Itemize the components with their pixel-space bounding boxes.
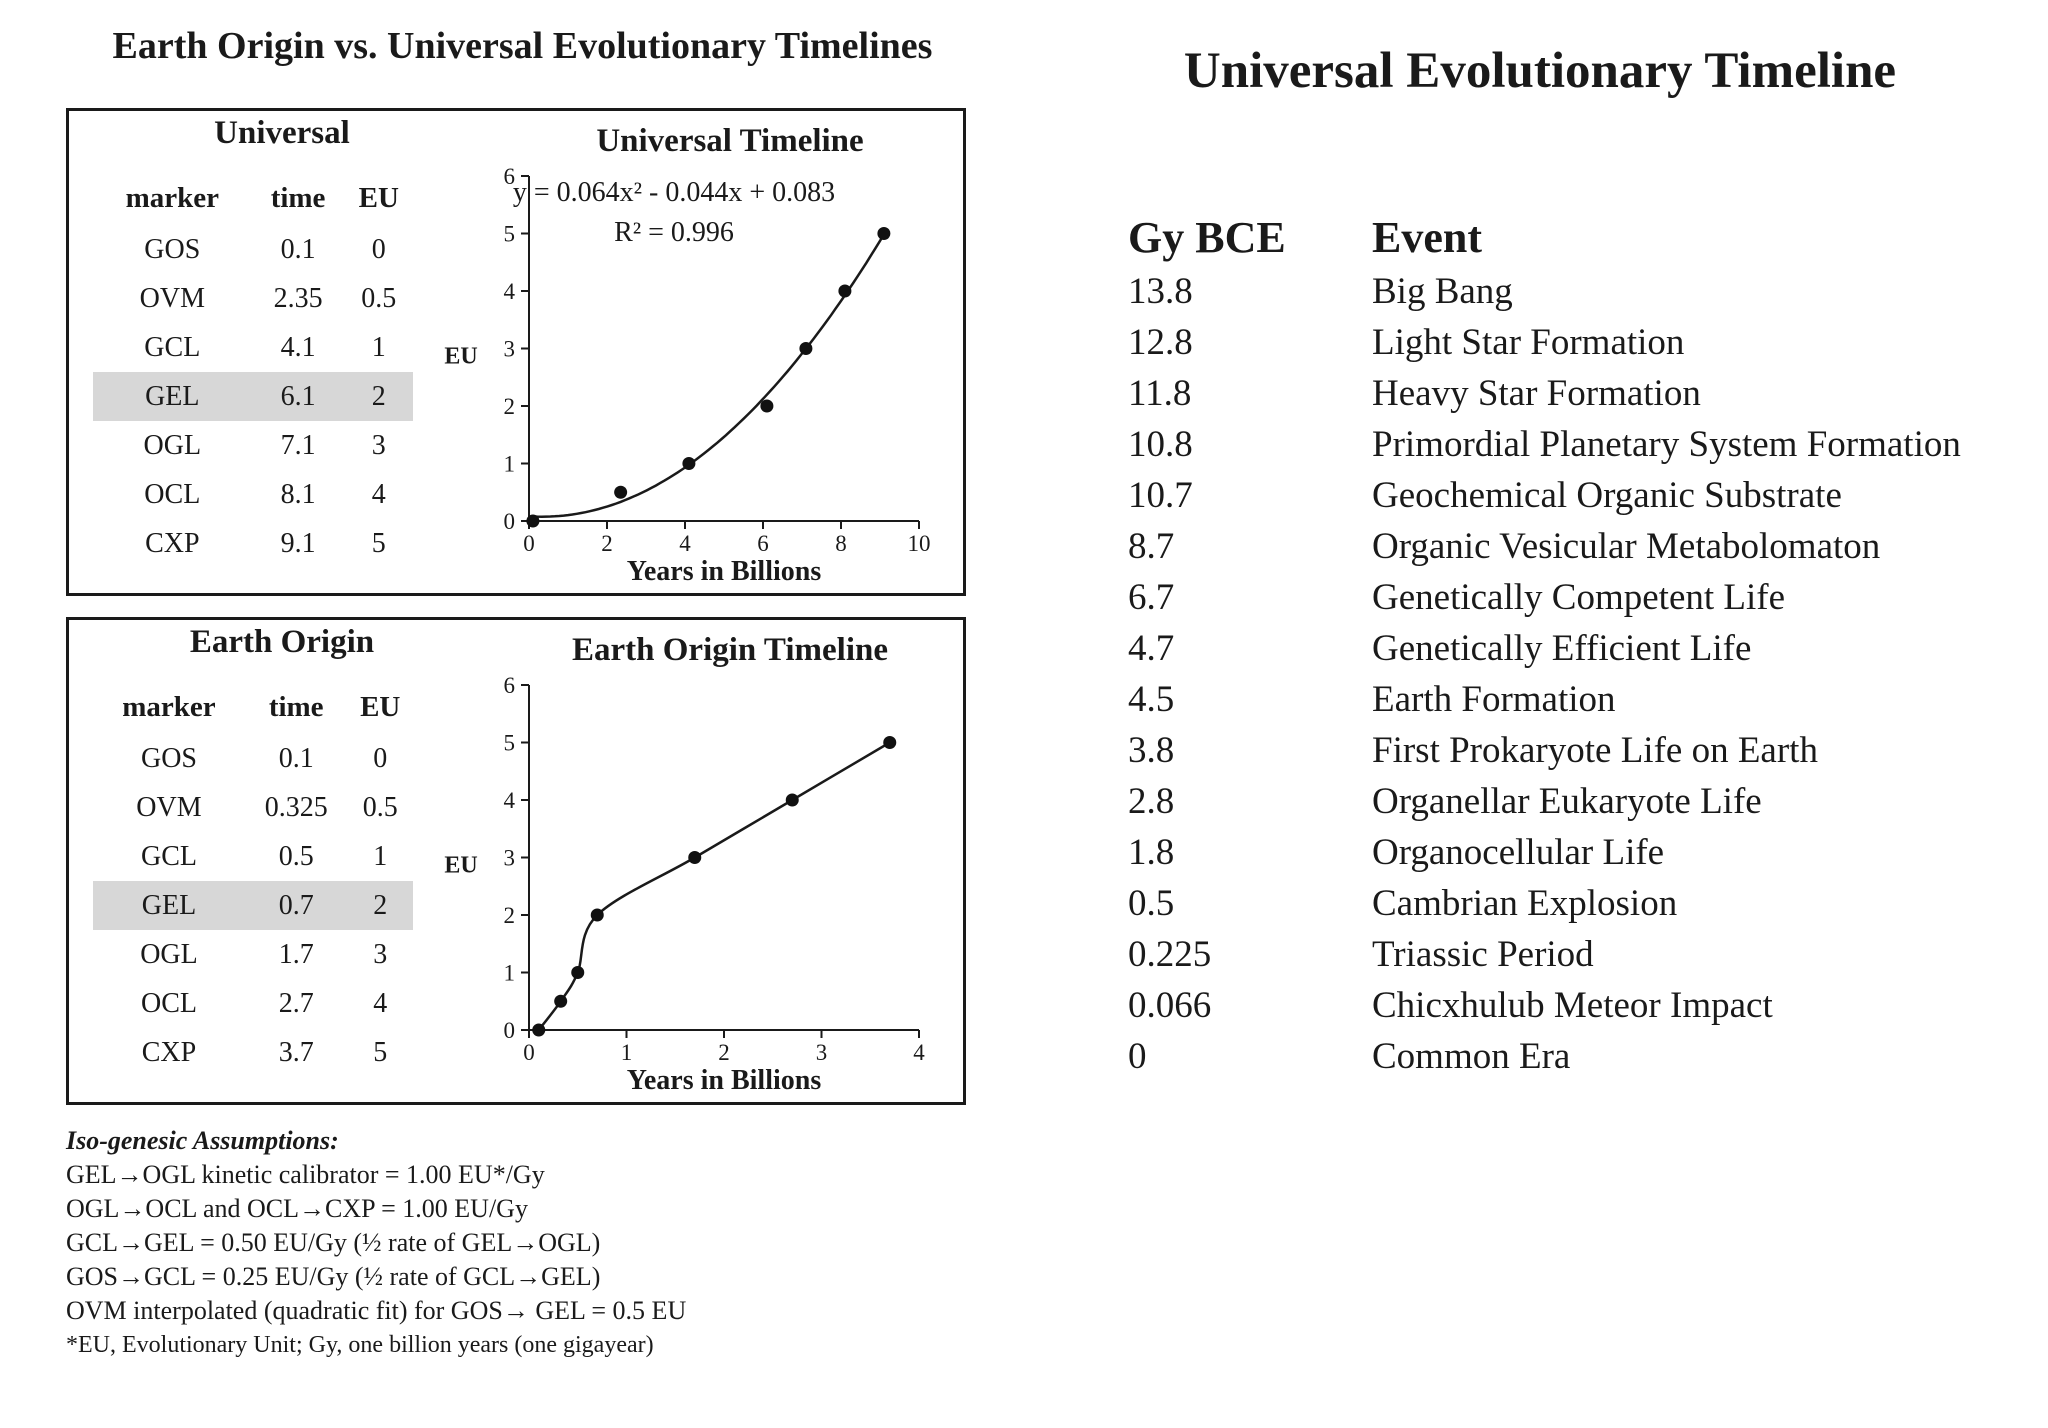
event-row [1128,827,1961,878]
event-name-cell: Big Bang [1372,271,1513,312]
marker-cell: GOS [144,233,201,265]
y-axis-label: EU [444,343,478,370]
event-name-cell: Primordial Planetary System Formation [1372,424,1961,465]
time-cell: 0.7 [245,881,347,930]
event-name-cell: Common Era [1372,1036,1571,1077]
earth-origin-chart [69,620,963,1102]
event-row [1128,572,1961,623]
event-name-cell: Organic Vesicular Metabolomaton [1372,526,1881,567]
event-gy-cell: 13.8 [1128,271,1193,312]
eu-cell: 5 [373,1036,388,1068]
marker-cell: CXP [141,1036,197,1068]
y-axis-label: EU [444,852,478,879]
marker-cell: OCL [140,987,197,1019]
col-marker: marker [122,690,216,723]
eu-cell: 3 [371,429,386,461]
data-point [877,227,890,240]
eu-cell: 0 [371,233,386,265]
eu-cell: 4 [373,987,388,1019]
marker-cell: GEL [93,372,252,421]
event-row [1128,980,1961,1031]
eu-cell: 0.5 [362,791,398,823]
notes-footnote: *EU, Evolutionary Unit; Gy, one billion years (one gigayear) [66,1332,654,1358]
time-cell: 8.1 [280,478,316,510]
event-name-cell: Genetically Competent Life [1372,577,1786,618]
event-gy-cell: 4.5 [1128,679,1175,720]
marker-cell: OCL [144,478,201,510]
data-point [554,995,567,1008]
time-cell: 0.5 [278,840,314,872]
event-gy-cell: 0 [1128,1036,1147,1077]
time-cell: 6.1 [252,372,345,421]
x-tick-label: 6 [757,531,769,556]
x-tick-label: 3 [815,1040,828,1065]
event-name-cell: Organocellular Life [1372,832,1665,873]
x-tick-label: 0 [523,1040,535,1065]
event-row [1128,878,1961,929]
universal-heading: Universal [214,115,350,151]
x-axis-label: Years in Billions [626,556,822,587]
event-row [1128,521,1961,572]
event-gy-cell: 2.8 [1128,781,1175,822]
data-point [838,285,851,298]
data-point [688,851,701,864]
event-gy-cell: 8.7 [1128,526,1175,567]
data-point [786,794,799,807]
event-name-cell: Earth Formation [1372,679,1616,720]
event-name-cell: Cambrian Explosion [1372,883,1678,924]
eu-cell: 1 [371,331,386,363]
time-cell: 2.35 [273,282,323,314]
x-tick-label: 4 [679,531,691,556]
y-tick-label: 0 [503,1018,515,1043]
event-row [1128,674,1961,725]
event-row [1128,725,1961,776]
events-header-event: Event [1372,213,1482,262]
x-tick-label: 10 [907,531,931,556]
assumptions-notes [66,1124,686,1362]
data-point [883,736,896,749]
event-gy-cell: 4.7 [1128,628,1175,669]
event-row [1128,623,1961,674]
data-point [760,400,773,413]
r-squared-label: R² = 0.996 [614,217,734,248]
y-tick-label: 3 [503,845,515,871]
time-cell: 3.7 [278,1036,314,1068]
y-tick-label: 2 [503,903,515,928]
chart-title: Universal Timeline [596,123,864,159]
data-point [526,515,539,528]
y-tick-label: 4 [503,279,515,304]
event-name-cell: Light Star Formation [1372,322,1685,363]
notes-line: GCL→GEL = 0.50 EU/Gy (½ rate of GEL→OGL) [66,1228,601,1257]
right-title: Universal Evolutionary Timeline [1183,43,1897,99]
y-tick-label: 1 [503,960,515,986]
marker-cell: GCL [140,840,197,872]
time-cell: 0.325 [264,791,328,823]
data-point [591,909,604,922]
col-marker: marker [125,181,219,214]
data-point [799,342,812,355]
notes-line: OGL→OCL and OCL→CXP = 1.00 EU/Gy [66,1194,528,1223]
event-name-cell: Triassic Period [1372,934,1594,975]
time-cell: 0.1 [280,233,316,265]
y-tick-label: 2 [503,394,515,419]
universal-panel [66,108,966,596]
event-gy-cell: 3.8 [1128,730,1175,771]
data-point [614,486,627,499]
event-name-cell: Organellar Eukaryote Life [1372,781,1762,822]
universal-chart [69,111,963,593]
data-point [532,1024,545,1037]
events-header-gy: Gy BCE [1128,213,1286,262]
eu-cell: 4 [371,478,386,510]
event-row [1128,317,1961,368]
marker-cell: OVM [136,791,202,823]
event-gy-cell: 11.8 [1128,373,1192,414]
x-tick-label: 2 [718,1040,730,1065]
notes-line: GOS→GCL = 0.25 EU/Gy (½ rate of GCL→GEL) [66,1262,601,1291]
x-tick-label: 4 [913,1040,925,1065]
x-tick-label: 8 [835,531,847,556]
eu-cell: 1 [373,840,388,872]
event-row [1128,419,1961,470]
eu-cell: 0.5 [361,282,397,314]
col-eu: EU [358,181,399,214]
eu-cell: 0 [373,742,388,774]
event-row [1128,266,1961,317]
marker-cell: CXP [145,527,200,559]
series-line [539,743,890,1031]
event-gy-cell: 0.5 [1128,883,1175,924]
marker-cell: OVM [139,282,205,314]
event-name-cell: First Prokaryote Life on Earth [1372,730,1818,771]
left-title: Earth Origin vs. Universal Evolutionary Timelines [112,25,933,67]
event-name-cell: Genetically Efficient Life [1372,628,1752,669]
chart-title: Earth Origin Timeline [572,632,888,668]
notes-line: GEL→OGL kinetic calibrator = 1.00 EU*/Gy [66,1160,545,1189]
marker-cell: OGL [143,429,202,461]
eu-cell: 3 [373,938,388,970]
data-point [682,457,695,470]
data-point [571,966,584,979]
y-tick-label: 1 [503,451,515,477]
earth-origin-panel [66,617,966,1105]
event-row [1128,1031,1961,1082]
event-name-cell: Heavy Star Formation [1372,373,1701,414]
notes-title: Iso-genesic Assumptions: [66,1126,339,1155]
y-tick-label: 6 [503,164,515,189]
eu-cell: 5 [371,527,386,559]
trendline-curve [533,235,884,517]
event-row [1128,776,1961,827]
time-cell: 9.1 [280,527,316,559]
marker-cell: GCL [144,331,201,363]
time-cell: 4.1 [280,331,316,363]
y-tick-label: 6 [503,673,515,698]
event-row [1128,929,1961,980]
events-table [1128,266,1961,1082]
eu-cell: 2 [345,372,413,421]
eu-cell: 2 [347,881,413,930]
col-time: time [270,181,326,214]
event-name-cell: Chicxhulub Meteor Impact [1372,985,1773,1026]
marker-cell: GEL [93,881,245,930]
event-gy-cell: 12.8 [1128,322,1193,363]
time-cell: 7.1 [280,429,316,461]
event-gy-cell: 6.7 [1128,577,1175,618]
col-eu: EU [360,690,401,723]
event-gy-cell: 0.225 [1128,934,1212,975]
trendline-equation: y = 0.064x² - 0.044x + 0.083 [512,177,836,208]
x-tick-label: 2 [601,531,613,556]
notes-line: OVM interpolated (quadratic fit) for GOS→ GEL = 0.5 EU [66,1296,687,1325]
event-gy-cell: 10.7 [1128,475,1193,516]
x-tick-label: 0 [523,531,535,556]
marker-cell: OGL [140,938,198,970]
y-tick-label: 0 [503,509,515,534]
marker-cell: GOS [140,742,197,774]
event-name-cell: Geochemical Organic Substrate [1372,475,1842,516]
time-cell: 1.7 [278,938,314,970]
y-tick-label: 5 [503,221,515,247]
event-gy-cell: 10.8 [1128,424,1193,465]
col-time: time [268,690,324,723]
earth-origin-heading: Earth Origin [189,624,375,660]
y-tick-label: 4 [503,788,515,813]
event-gy-cell: 0.066 [1128,985,1212,1026]
event-row [1128,368,1961,419]
event-gy-cell: 1.8 [1128,832,1175,873]
event-row [1128,470,1961,521]
time-cell: 2.7 [278,987,314,1019]
time-cell: 0.1 [278,742,314,774]
x-axis-label: Years in Billions [626,1065,822,1096]
x-tick-label: 1 [620,1040,633,1065]
y-tick-label: 3 [503,336,515,362]
y-tick-label: 5 [503,730,515,756]
